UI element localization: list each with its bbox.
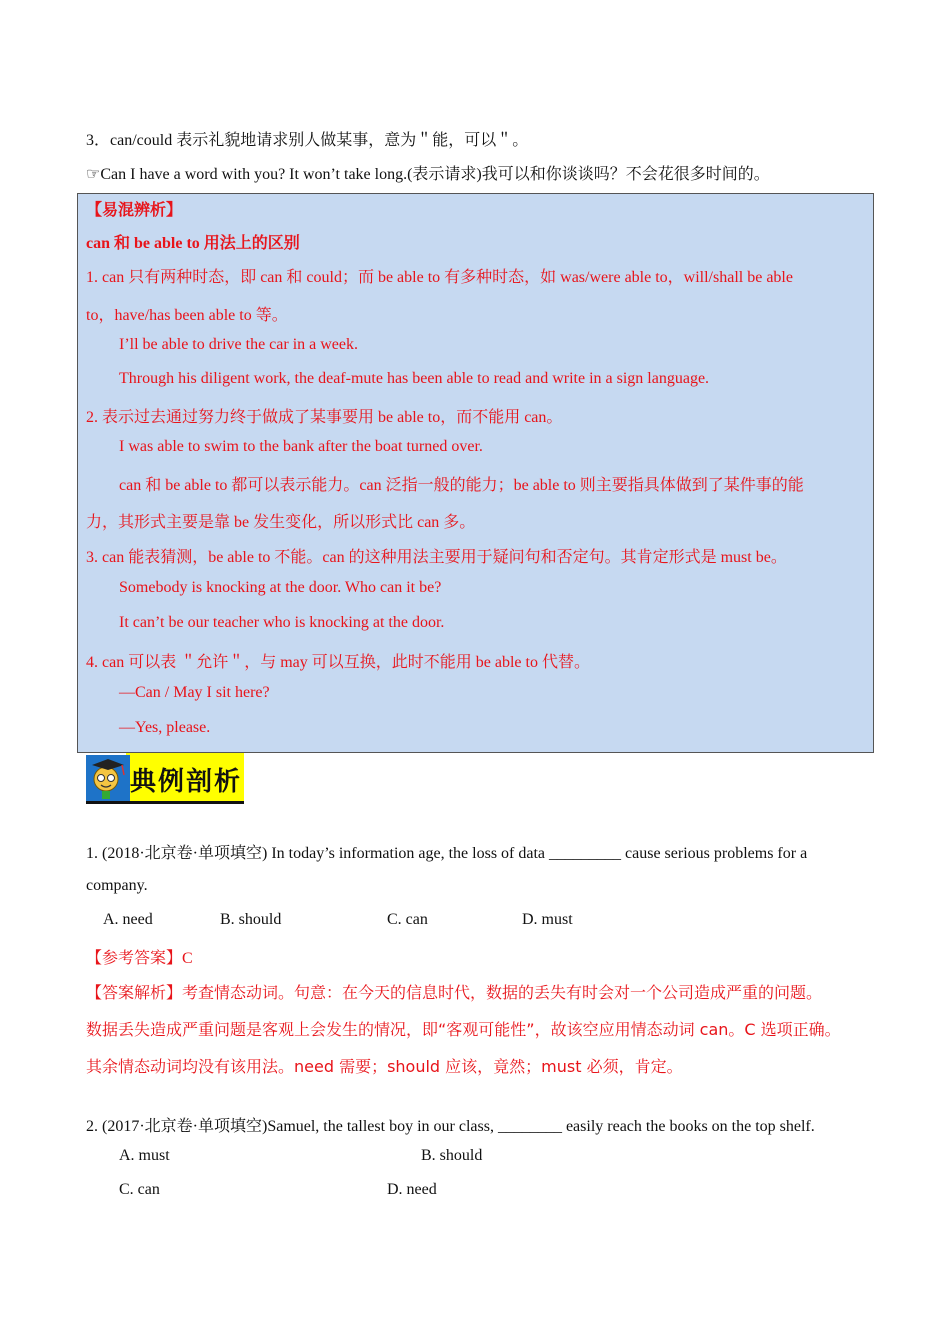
question-1-stem-b: company. [86, 877, 148, 894]
example-7: —Yes, please. [119, 719, 211, 736]
badge-title: 典例剖析 [130, 767, 243, 797]
example-2: Through his diligent work, the deaf-mute has been able to read and write in a sign language. [119, 370, 710, 387]
rule-3: 3. can 能表猜测，be able to 不能。can 的这种用法主要用于疑问句和否定句。其肯定形式是 must be。 [86, 549, 787, 566]
question-1-option-a: A. need [103, 911, 153, 928]
question-1-option-c: C. can [387, 911, 428, 928]
question-1-option-d: D. must [522, 911, 573, 928]
question-2-option-a: A. must [119, 1147, 170, 1164]
rule-1-b: to，have/has been able to 等。 [86, 307, 288, 324]
question-1-option-b: B. should [220, 911, 282, 928]
box-subtitle: can 和 be able to 用法上的区别 [86, 235, 300, 252]
box-header: 【易混辨析】 [86, 202, 183, 219]
rule-4: 4. can 可以表 ＂允许＂，与 may 可以互换，此时不能用 be able to 代替。 [86, 654, 590, 671]
rule-1-a: 1. can 只有两种时态，即 can 和 could；而 be able to 有多种时态，如 was/were able to，will/shall be able [86, 269, 793, 286]
example-1: I’ll be able to drive the car in a week. [119, 336, 358, 353]
question-2-option-d: D. need [387, 1181, 437, 1198]
section-badge [86, 753, 244, 805]
question-1-stem-a: 1. (2018·北京卷·单项填空) In today’s information age, the loss of data _________ cause serious problems for a [86, 845, 808, 862]
example-5: It can’t be our teacher who is knocking at the door. [119, 614, 445, 631]
example-6: —Can / May I sit here? [119, 684, 270, 701]
question-1-answer: 【参考答案】C [86, 950, 193, 967]
question-2-option-b: B. should [421, 1147, 483, 1164]
point-3: 3．can/could 表示礼貌地请求别人做某事，意为＂能，可以＂。 [86, 132, 529, 149]
question-2-option-c: C. can [119, 1181, 160, 1198]
question-1-analysis-2: 数据丢失造成严重问题是客观上会发生的情况，即“客观可能性”，故该空应用情态动词 can。C 选项正确。 [86, 1020, 841, 1039]
question-2-stem: 2. (2017·北京卷·单项填空)Samuel, the tallest boy in our class, ________ easily reach the books on the top shelf. [86, 1118, 815, 1135]
badge-underline [86, 801, 244, 804]
question-1-analysis-1: 【答案解析】考查情态动词。句意：在今天的信息时代，数据的丢失有时会对一个公司造成严重的问题。 [86, 983, 823, 1002]
question-1-analysis-3: 其余情态动词均没有该用法。need 需要；should 应该，竟然；must 必须，肯定。 [86, 1057, 683, 1076]
point-3-example: ☞Can I have a word with you? It won’t take long.(表示请求)我可以和你谈谈吗？不会花很多时间的。 [86, 166, 770, 183]
example-3: I was able to swim to the bank after the boat turned over. [119, 438, 483, 455]
example-4: Somebody is knocking at the door. Who can it be? [119, 579, 442, 596]
scholar-mascot-icon [86, 755, 130, 801]
rule-2-note-a: can 和 be able to 都可以表示能力。can 泛指一般的能力；be able to 则主要指具体做到了某件事的能 [119, 477, 804, 494]
rule-2-note-b: 力，其形式主要是靠 be 发生变化，所以形式比 can 多。 [86, 514, 476, 531]
rule-2: 2. 表示过去通过努力终于做成了某事要用 be able to，而不能用 can。 [86, 409, 563, 426]
